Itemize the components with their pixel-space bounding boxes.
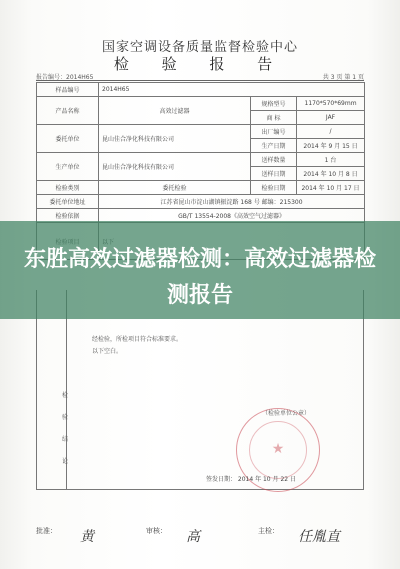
conclusion-label-char: 检 — [61, 392, 68, 399]
main-inspector-signature: 任胤直 — [298, 529, 340, 545]
brand-value: JAF — [297, 111, 365, 125]
product-name-value: 高效过滤器 — [99, 97, 251, 125]
signature-row — [36, 520, 364, 560]
approve-label: 批准： — [36, 527, 57, 535]
org-title: 国家空调设备质量监督检验中心 — [101, 40, 298, 55]
arrive-date-label: 送样日期 — [251, 167, 297, 181]
factory-no-value: / — [297, 125, 365, 139]
arrive-date-value: 2014 年 10 月 8 日 — [297, 167, 365, 181]
client-label: 委托单位 — [37, 125, 99, 153]
client-addr-value: 江苏省昆山市淀山湖镇振淀路 168 号 邮编：215300 — [99, 195, 365, 209]
table-row — [37, 97, 365, 111]
inspect-date-value: 2014 年 10 月 17 日 — [297, 181, 365, 195]
manufacturer-value: 昆山佳合净化科技有限公司 — [99, 153, 251, 181]
product-name-label: 产品名称 — [37, 97, 99, 125]
conclusion-label-char: 论 — [61, 458, 68, 465]
sample-qty-label: 送样数量 — [251, 153, 297, 167]
seal-label: （检验单位公章） — [262, 410, 311, 417]
table-row — [37, 153, 365, 167]
conclusion-label — [58, 385, 72, 473]
table-row — [37, 195, 365, 209]
brand-label: 商 标 — [251, 111, 297, 125]
factory-no-label: 出厂编号 — [251, 125, 297, 139]
sample-no-label: 样品编号 — [37, 83, 99, 97]
client-value: 昆山佳合净化科技有限公司 — [99, 125, 251, 153]
issue-date: 签发日期： 2014 年 10 月 22 日 — [206, 476, 296, 483]
manufacturer-label: 生产单位 — [37, 153, 99, 181]
conclusion-label-char: 结 — [61, 436, 68, 443]
banner-title: 东胜高效过滤器检测：高效过滤器检测报告 — [23, 247, 376, 308]
table-row — [37, 83, 365, 97]
approve-signature: 黄 — [80, 529, 94, 545]
basis-value: GB/T 13554-2008《高效空气过滤器》 — [99, 209, 365, 223]
page-info: 共 3 页 第 1 页 — [322, 74, 364, 81]
produce-date-label: 生产日期 — [251, 139, 297, 153]
inspect-type-value: 委托检验 — [99, 181, 251, 195]
table-row — [37, 181, 365, 195]
review-label: 审核： — [146, 527, 167, 535]
meta-divider — [36, 80, 364, 81]
report-number-label: 报告编号： — [36, 74, 67, 81]
conclusion-line-1: 经检验，所检项目符合标准要求。 — [92, 336, 183, 343]
basis-label: 检验依据 — [37, 209, 99, 223]
report-number-value: 2014H65 — [66, 74, 94, 81]
conclusion-label-char: 验 — [61, 414, 68, 421]
model-label: 规格型号 — [251, 97, 297, 111]
model-value: 1170*570*69mm — [297, 97, 365, 111]
review-signature: 高 — [186, 529, 200, 545]
produce-date-value: 2014 年 9 月 15 日 — [297, 139, 365, 153]
client-addr-label: 委托单位地址 — [37, 195, 99, 209]
table-row — [37, 125, 365, 139]
inspect-type-label: 检验类别 — [37, 181, 99, 195]
main-inspector-label: 主检： — [258, 527, 279, 535]
report-title: 检 验 报 告 — [113, 55, 287, 73]
sample-no-value: 2014H65 — [99, 83, 365, 97]
conclusion-line-2: 以下空白。 — [92, 348, 123, 355]
sample-qty-value: 1 台 — [297, 153, 365, 167]
seal-star-icon: ★ — [271, 441, 285, 457]
inspect-date-label: 检验日期 — [251, 181, 297, 195]
